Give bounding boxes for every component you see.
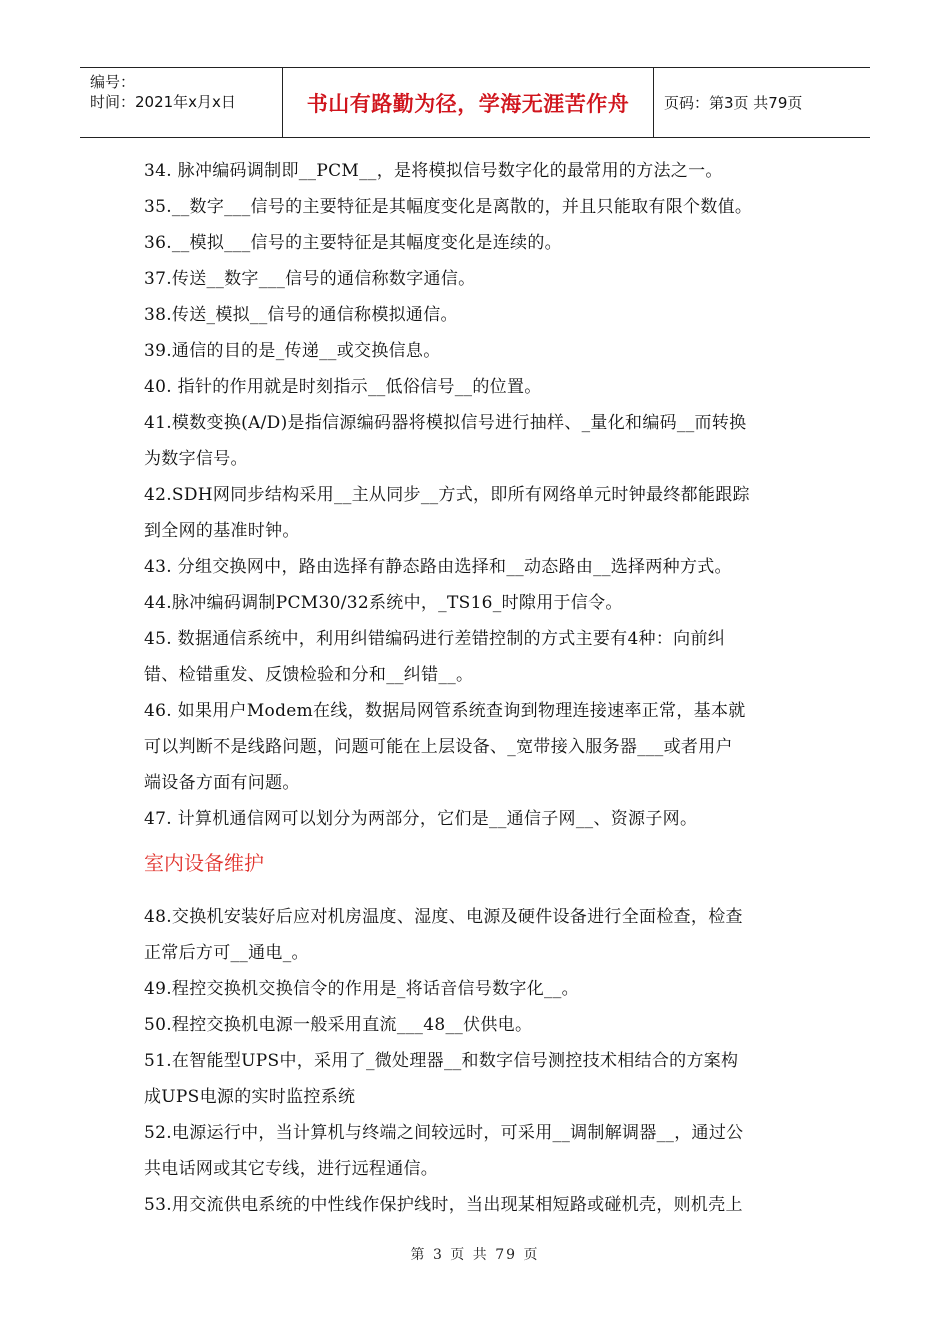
header-motto: 书山有路勤为径，学海无涯苦作舟: [282, 68, 654, 137]
document-body: [144, 153, 814, 1223]
text-line: 37.传送__数字___信号的通信称数字通信。: [144, 269, 476, 289]
text-line: 正常后方可__通电_。: [144, 943, 309, 963]
text-line: 53.用交流供电系统的中性线作保护线时，当出现某相短路或碰机壳，则机壳上: [144, 1195, 743, 1215]
text-line: 34. 脉冲编码调制即__PCM__，是将模拟信号数字化的最常用的方法之一。: [144, 161, 723, 181]
text-line: 52.电源运行中，当计算机与终端之间较远时，可采用__调制解调器__，通过公: [144, 1123, 744, 1143]
document-number-label: 编号：: [90, 73, 136, 91]
text-line: 可以判断不是线路问题，问题可能在上层设备、_宽带接入服务器___或者用户: [144, 737, 733, 757]
text-line: 48.交换机安装好后应对机房温度、湿度、电源及硬件设备进行全面检查，检查: [144, 907, 743, 927]
page-header: [80, 67, 870, 138]
header-page-info: 页码：第3页 共79页: [664, 94, 803, 112]
text-line: 50.程控交换机电源一般采用直流___48__伏供电。: [144, 1015, 533, 1035]
text-line: 43. 分组交换网中，路由选择有静态路由选择和__动态路由__选择两种方式。: [144, 557, 732, 577]
text-line: 35.__数字___信号的主要特征是其幅度变化是离散的，并且只能取有限个数值。: [144, 197, 753, 217]
text-line: 40. 指针的作用就是时刻指示__低俗信号__的位置。: [144, 377, 542, 397]
text-line: 36.__模拟___信号的主要特征是其幅度变化是连续的。: [144, 233, 562, 253]
text-line: 为数字信号。: [144, 449, 248, 469]
text-line: 错、检错重发、反馈检验和分和__纠错__。: [144, 665, 474, 685]
text-line: 46. 如果用户Modem在线，数据局网管系统查询到物理连接速率正常，基本就: [144, 701, 746, 721]
page-footer: 第 3 页 共 79 页: [410, 1247, 540, 1263]
text-line: 39.通信的目的是_传递__或交换信息。: [144, 341, 441, 361]
text-line: 44.脉冲编码调制PCM30/32系统中，_TS16_时隙用于信令。: [144, 593, 623, 613]
document-date: 时间：2021年x月x日: [90, 93, 236, 111]
text-line: 42.SDH网同步结构采用__主从同步__方式，即所有网络单元时钟最终都能跟踪: [144, 485, 750, 505]
text-line: 45. 数据通信系统中，利用纠错编码进行差错控制的方式主要有4种：向前纠: [144, 629, 726, 649]
text-line: 端设备方面有问题。: [144, 773, 300, 793]
text-line: 47. 计算机通信网可以划分为两部分，它们是__通信子网__、资源子网。: [144, 809, 698, 829]
text-line: 41.模数变换(A/D)是指信源编码器将模拟信号进行抽样、_量化和编码__而转换: [144, 413, 747, 433]
text-line: 共电话网或其它专线，进行远程通信。: [144, 1159, 439, 1179]
section-heading: 室内设备维护: [144, 851, 264, 875]
text-line: 到全网的基准时钟。: [144, 521, 300, 541]
text-line: 38.传送_模拟__信号的通信称模拟通信。: [144, 305, 458, 325]
text-line: 成UPS电源的实时监控系统: [144, 1087, 356, 1107]
text-line: 51.在智能型UPS中，采用了_微处理器__和数字信号测控技术相结合的方案构: [144, 1051, 739, 1071]
text-line: 49.程控交换机交换信令的作用是_将话音信号数字化__。: [144, 979, 579, 999]
header-meta: [80, 68, 282, 137]
